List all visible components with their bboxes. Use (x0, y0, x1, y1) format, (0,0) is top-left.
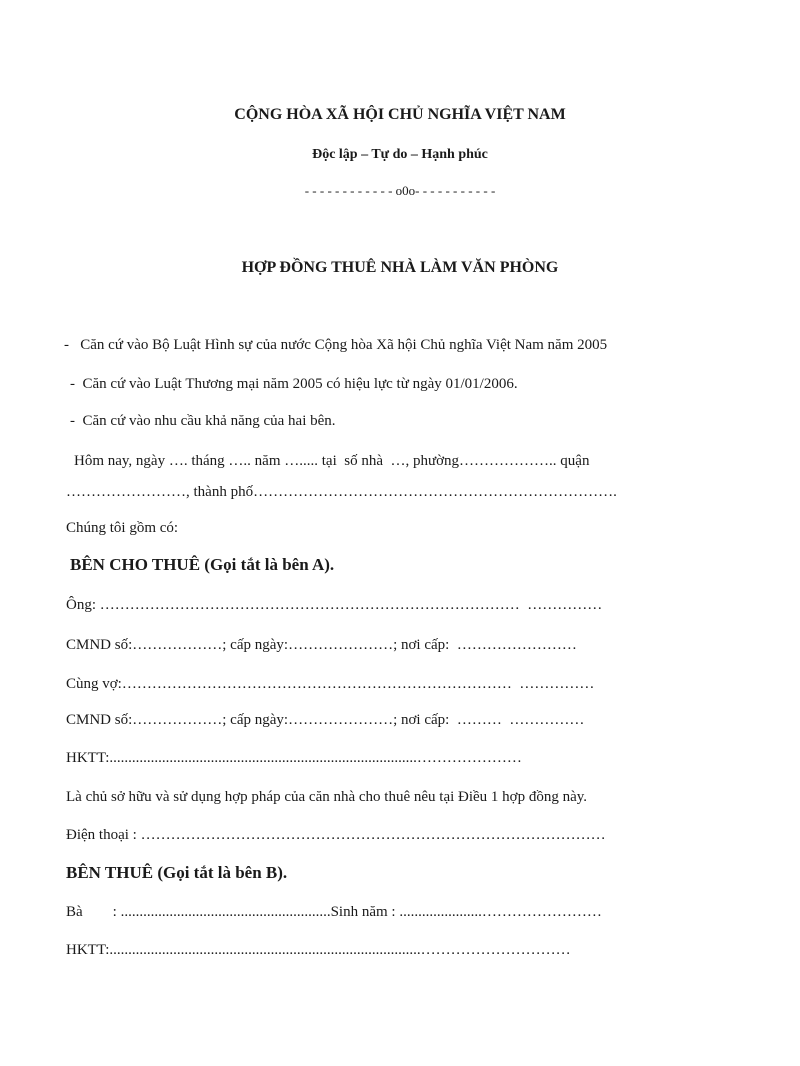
legal-basis-1: - Căn cứ vào Bộ Luật Hình sự của nước Cộng hòa Xã hội Chủ nghĩa Việt Nam năm 2005 (64, 337, 608, 353)
party-a-ownership: Là chủ sở hữu và sử dụng hợp pháp của căn nhà cho thuê nêu tại Điều 1 hợp đồng này. (66, 789, 588, 805)
party-b-heading: BÊN THUÊ (Gọi tắt là bên B). (66, 863, 288, 882)
party-a-id: CMND số:………………; cấp ngày:…………………; nơi cấp: …………………… (66, 637, 577, 653)
party-b-residence: HKTT:...................................................................................………………………… (66, 942, 571, 958)
legal-basis-2: - Căn cứ vào Luật Thương mại năm 2005 có hiệu lực từ ngày 01/01/2006. (70, 376, 518, 392)
intro-we-include: Chúng tôi gồm có: (66, 520, 179, 536)
intro-date-place: Hôm nay, ngày …. tháng ….. năm …..... tại số nhà …, phường……………….. quận (74, 453, 590, 469)
motto: Độc lập – Tự do – Hạnh phúc (312, 147, 488, 162)
party-a-spouse-id: CMND số:………………; cấp ngày:…………………; nơi cấp: ……… …………… (66, 712, 585, 728)
party-a-mr: Ông: ………………………………………………………………………… …………… (66, 597, 603, 613)
party-a-heading: BÊN CHO THUÊ (Gọi tắt là bên A). (70, 555, 335, 574)
document-title: HỢP ĐỒNG THUÊ NHÀ LÀM VĂN PHÒNG (241, 259, 559, 276)
legal-basis-3: - Căn cứ vào nhu cầu khả năng của hai bên. (70, 413, 336, 429)
intro-city: ……………………, thành phố………………………………………………………………. (66, 484, 617, 500)
party-b-mrs: Bà : ........................................................Sinh năm : ......................…………………… (66, 904, 602, 920)
party-a-spouse: Cùng vợ:…………………………………………………………………… …………… (66, 676, 595, 692)
country-name: CỘNG HÒA XÃ HỘI CHỦ NGHĨA VIỆT NAM (234, 106, 566, 123)
header-separator: - - - - - - - - - - - - o0o- - - - - - - - - - - (304, 183, 496, 198)
party-a-residence: HKTT:..................................................................................………………… (66, 750, 522, 766)
party-a-phone: Điện thoại : ………………………………………………………………………………… (66, 827, 606, 843)
